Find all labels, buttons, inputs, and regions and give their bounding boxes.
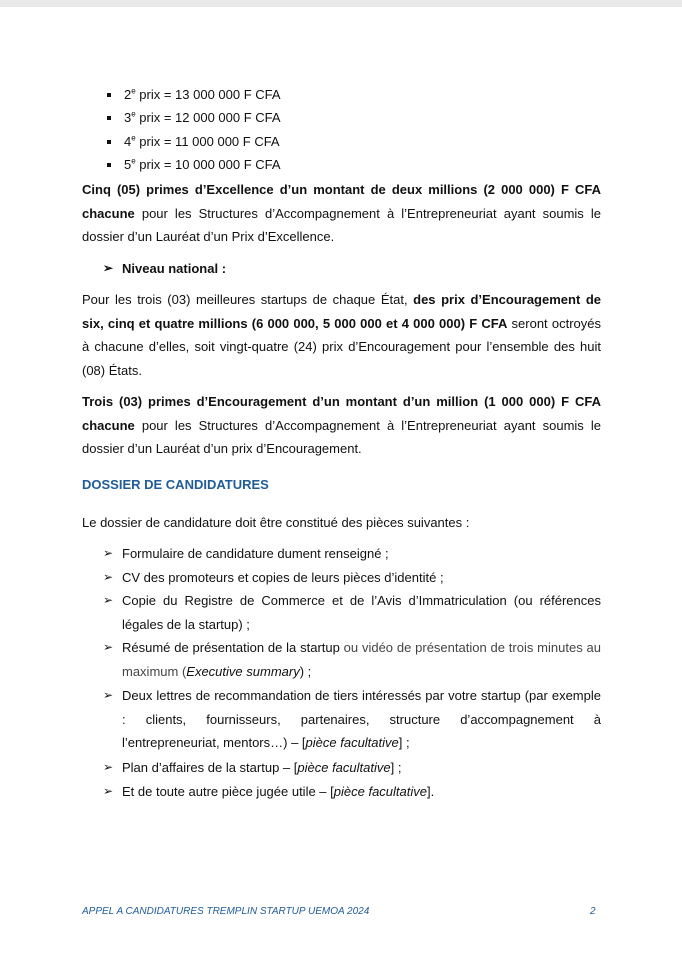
piece-item-5 (103, 684, 601, 755)
piece-text (122, 780, 601, 804)
piece-item-2 (103, 566, 601, 590)
arrow-bullet-icon: ➢ (103, 760, 114, 774)
prize-rank-suffix: e (131, 86, 136, 96)
piece-text-part: ]. (427, 784, 435, 799)
piece-text (122, 636, 601, 683)
piece-text-italic: Executive summary (186, 663, 300, 679)
piece-text-italic: pièce facultative (333, 784, 427, 799)
niveau-national-label: Niveau national : (122, 261, 227, 276)
excellence-text: pour les Structures d’Accompagnement à l’Entrepreneuriat ayant soumis le dossier d’un Lauréat d’un Prix d’Excellence. (82, 205, 601, 244)
arrow-bullet-icon: ➢ (103, 546, 114, 560)
piece-item-7 (103, 780, 601, 804)
arrow-bullet-icon: ➢ (103, 640, 114, 654)
piece-text-italic: pièce facultative (305, 735, 399, 750)
arrow-bullet-icon: ➢ (103, 688, 114, 702)
piece-item-3 (103, 589, 601, 636)
national-bold-text: des prix d’Encouragement de six, cinq et quatre millions (6 000 000, 5 000 000 et 4 000 000) F CFA (82, 292, 602, 331)
piece-text-part: ou vidéo de présentation de trois minutes au maximum ( (122, 640, 601, 679)
piece-item-1 (103, 542, 601, 566)
arrow-bullet-icon: ➢ (103, 593, 114, 607)
prize-amount: prix = 10 000 000 F CFA (135, 157, 281, 172)
dossier-heading: DOSSIER DE CANDIDATURES (82, 477, 269, 492)
piece-text-part: ) ; (299, 663, 312, 679)
prize-rank-suffix: e (131, 133, 136, 143)
prize-amount: prix = 13 000 000 F CFA (135, 87, 281, 102)
national-intro-text: Pour les trois (03) meilleures startups de chaque État, (82, 292, 414, 307)
national-text: seront octroyés à chacune d’elles, soit vingt-quatre (24) prix d’Encouragement pour l’ensemble des huit (08) États. (82, 315, 601, 378)
piece-text: Formulaire de candidature dument renseigné ; (122, 546, 389, 561)
niveau-national-heading (103, 257, 601, 281)
prize-rank: 3 (124, 110, 132, 125)
piece-text (122, 684, 601, 755)
prize-rank-suffix: e (131, 109, 136, 119)
piece-text-part: Plan d’affaires de la startup – [ (122, 760, 298, 775)
encouragement-paragraph (82, 390, 601, 461)
piece-text-part: Deux lettres de recommandation de tiers intéressés par votre startup (par exemple : clients, fournisseurs, partenaires, structure d’accompagnement à l’entrepreneuriat, mentors…) – [ (122, 688, 601, 750)
prize-rank: 4 (124, 134, 132, 149)
prize-amount: prix = 12 000 000 F CFA (135, 110, 281, 125)
prize-rank-suffix: e (131, 156, 136, 166)
piece-text-part: ] ; (398, 735, 410, 750)
piece-text (122, 756, 601, 780)
prize-item-3 (107, 109, 281, 127)
piece-text-part: Résumé de présentation de la startup (122, 640, 344, 655)
prize-item-4 (107, 133, 280, 151)
piece-item-6 (103, 756, 601, 780)
prize-item-2 (107, 86, 281, 104)
arrow-bullet-icon: ➢ (103, 570, 114, 584)
bullet-square-icon (107, 93, 111, 97)
piece-text: Copie du Registre de Commerce et de l’Avis d’Immatriculation (ou références légales de la startup) ; (122, 593, 601, 632)
arrow-bullet-icon: ➢ (103, 261, 114, 275)
arrow-bullet-icon: ➢ (103, 784, 114, 798)
dossier-intro: Le dossier de candidature doit être constitué des pièces suivantes : (82, 515, 470, 530)
excellence-paragraph (82, 178, 601, 249)
piece-text-part: Et de toute autre pièce jugée utile – [ (122, 784, 334, 799)
prize-amount: prix = 11 000 000 F CFA (135, 134, 280, 149)
piece-text-part: ] ; (390, 760, 402, 775)
page-number: 2 (590, 906, 596, 917)
bullet-square-icon (107, 140, 111, 144)
prize-rank: 2 (124, 87, 132, 102)
prize-rank: 5 (124, 157, 132, 172)
piece-item-4 (103, 636, 601, 683)
piece-text-italic: pièce facultative (297, 760, 391, 775)
bullet-square-icon (107, 116, 111, 120)
encouragement-text: pour les Structures d’Accompagnement à l’Entrepreneuriat ayant soumis le dossier d’un Lauréat d’un prix d’Encouragement. (82, 417, 601, 456)
piece-text: CV des promoteurs et copies de leurs pièces d’identité ; (122, 570, 444, 585)
bullet-square-icon (107, 163, 111, 167)
footer-title: APPEL A CANDIDATURES TREMPLIN STARTUP UEMOA 2024 (82, 906, 370, 917)
encouragement-bold-text: Trois (03) primes d’Encouragement d’un montant d’un million (1 000 000) F CFA chacune (82, 394, 601, 433)
prize-item-5 (107, 156, 281, 174)
excellence-bold-text: Cinq (05) primes d’Excellence d’un montant de deux millions (2 000 000) F CFA chacune (82, 182, 601, 221)
national-paragraph (82, 288, 601, 382)
